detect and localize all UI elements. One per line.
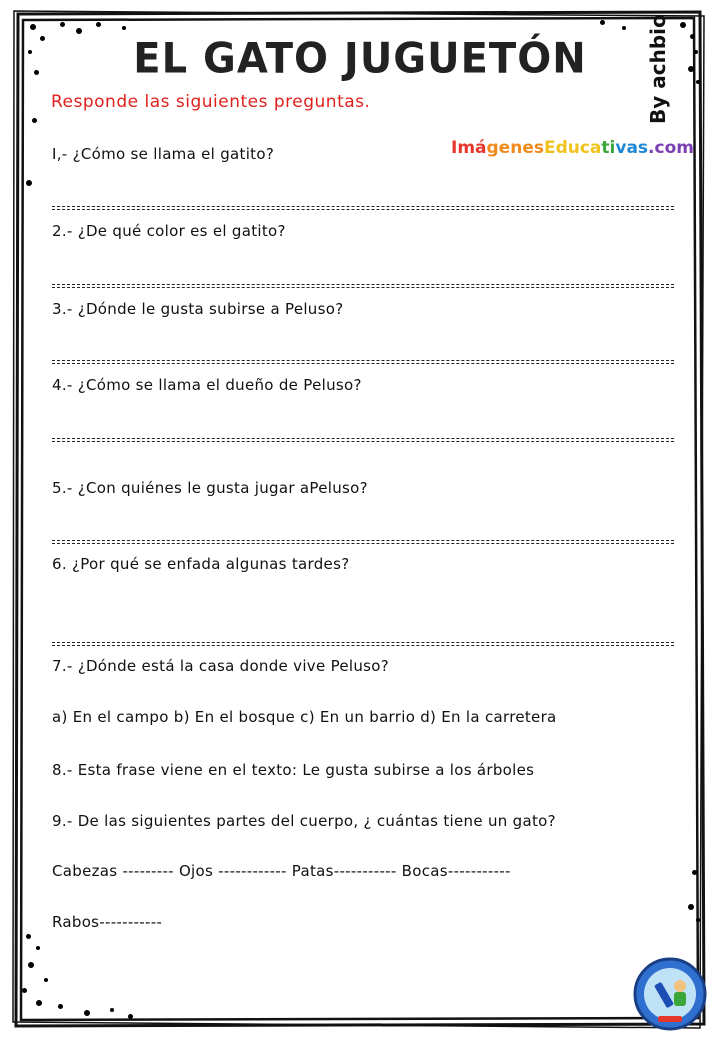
answer-line-1[interactable] — [52, 206, 674, 207]
site-badge-logo — [630, 956, 710, 1032]
answer-line-3[interactable] — [52, 360, 674, 361]
question-7-options: a) En el campo b) En el bosque c) En un barrio d) En la carretera — [52, 708, 557, 726]
answer-line-4[interactable] — [52, 438, 674, 439]
answer-line-6[interactable] — [52, 642, 674, 643]
question-8: 8.- Esta frase viene en el texto: Le gusta subirse a los árboles — [52, 761, 535, 779]
website-logo[interactable]: ImágenesEducativas.com — [451, 138, 694, 158]
answer-line-5[interactable] — [52, 540, 674, 541]
question-9: 9.- De las siguientes partes del cuerpo, ¿ cuántas tiene un gato? — [52, 812, 556, 830]
author-signature: By achbio — [646, 14, 670, 124]
body-parts-row-1: Cabezas --------- Ojos ------------ Patas----------- Bocas----------- — [52, 862, 511, 880]
question-2: 2.- ¿De qué color es el gatito? — [52, 222, 286, 240]
answer-line-2[interactable] — [52, 284, 674, 285]
instruction-text: Responde las siguientes preguntas. — [51, 92, 371, 112]
question-1: I,- ¿Cómo se llama el gatito? — [52, 145, 275, 163]
question-5: 5.- ¿Con quiénes le gusta jugar aPeluso? — [52, 479, 368, 497]
question-7: 7.- ¿Dónde está la casa donde vive Peluso? — [52, 657, 390, 675]
question-3: 3.- ¿Dónde le gusta subirse a Peluso? — [52, 300, 344, 318]
question-6: 6. ¿Por qué se enfada algunas tardes? — [52, 555, 350, 573]
page-title: EL GATO JUGUETÓN — [133, 34, 587, 84]
question-4: 4.- ¿Cómo se llama el dueño de Peluso? — [52, 376, 362, 394]
body-parts-row-2: Rabos----------- — [52, 913, 163, 931]
